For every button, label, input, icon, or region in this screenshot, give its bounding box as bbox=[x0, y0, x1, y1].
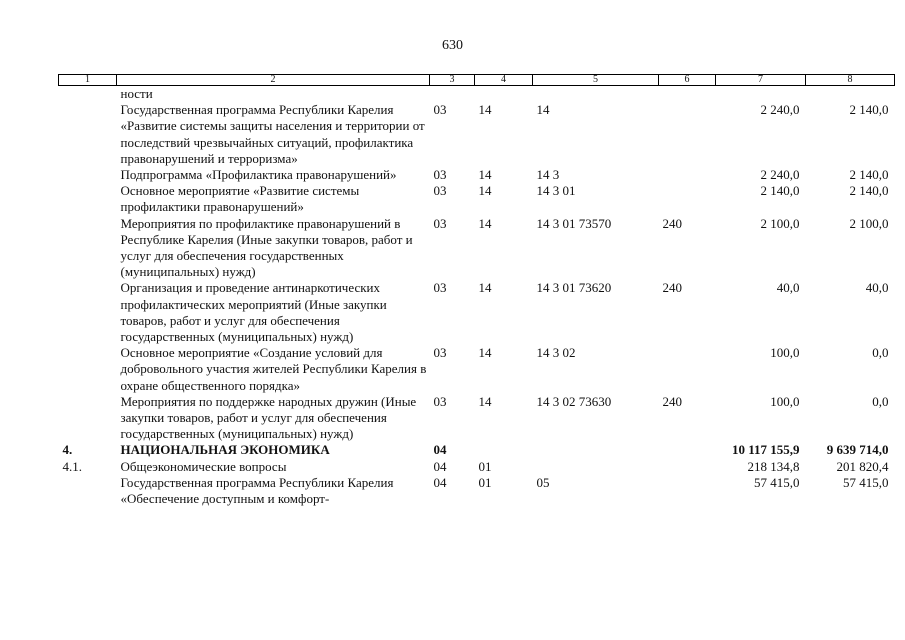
section-code: 03 bbox=[433, 167, 447, 183]
expense-type-code bbox=[659, 475, 716, 507]
row-number: 4.1. bbox=[62, 458, 82, 474]
row-number: 4. bbox=[62, 442, 73, 458]
amount-year-2: 2 100,0 bbox=[849, 215, 889, 231]
column-header-3: 3 bbox=[430, 75, 475, 86]
target-article-code: 14 3 bbox=[536, 167, 560, 183]
item-name: ности bbox=[120, 86, 153, 101]
item-name: Государственная программа Республики Карелия «Обеспечение доступным и комфорт- bbox=[120, 474, 394, 507]
item-name: Мероприятия по поддержке народных дружин (Иные закупки товаров, работ и услуг для обеспечения государственных (муниципальных) нужд) bbox=[120, 393, 417, 442]
item-name: Основное мероприятие «Создание условий для добровольного участия жителей Республики Карелия в охране общественного порядка» bbox=[120, 345, 427, 393]
amount-year-1: 218 134,8 bbox=[747, 458, 800, 474]
section-code: 03 bbox=[433, 345, 447, 361]
table-row bbox=[59, 102, 895, 167]
subsection-code: 14 bbox=[478, 280, 492, 296]
amount-year-1: 100,0 bbox=[770, 345, 800, 361]
item-name: Организация и проведение антинаркотических профилактических мероприятий (Иные закупки товаров, работ и услуг для обеспечения государственных (муниципальных) нужд) bbox=[120, 280, 387, 345]
table-row bbox=[59, 167, 895, 183]
amount-year-1 bbox=[716, 86, 806, 103]
subsection-code bbox=[475, 86, 533, 103]
row-number bbox=[59, 280, 117, 345]
page-number: 630 bbox=[442, 38, 463, 53]
table-row bbox=[59, 280, 895, 345]
expense-type-code bbox=[659, 102, 716, 167]
table-row bbox=[59, 442, 895, 458]
subsection-code: 14 bbox=[478, 393, 492, 409]
section-code: 03 bbox=[433, 102, 447, 118]
row-number bbox=[59, 183, 117, 215]
row-number bbox=[59, 394, 117, 443]
row-number bbox=[59, 345, 117, 394]
table-row bbox=[59, 216, 895, 281]
table-row bbox=[59, 475, 895, 507]
section-code: 03 bbox=[433, 215, 447, 231]
target-article-code: 14 3 02 73630 bbox=[536, 393, 612, 409]
amount-year-2: 40,0 bbox=[865, 280, 889, 296]
table-row bbox=[59, 345, 895, 394]
item-name: Общеэкономические вопросы bbox=[120, 458, 287, 474]
column-header-7: 7 bbox=[716, 75, 806, 86]
expense-type-code bbox=[659, 183, 716, 215]
amount-year-1: 57 415,0 bbox=[754, 474, 800, 490]
target-article-code: 14 bbox=[536, 102, 550, 118]
column-header-6: 6 bbox=[659, 75, 716, 86]
subsection-code: 14 bbox=[478, 215, 492, 231]
expense-type-code bbox=[659, 86, 716, 103]
target-article-code: 14 3 01 bbox=[536, 183, 576, 199]
amount-year-2: 0,0 bbox=[872, 393, 889, 409]
amount-year-2 bbox=[806, 86, 895, 103]
target-article-code: 14 3 01 73620 bbox=[536, 280, 612, 296]
section-code: 03 bbox=[433, 183, 447, 199]
expense-type-code bbox=[659, 167, 716, 183]
row-number bbox=[59, 475, 117, 507]
amount-year-2: 2 140,0 bbox=[849, 167, 889, 183]
table-row bbox=[59, 86, 895, 103]
expense-type-code bbox=[659, 442, 716, 458]
table-row bbox=[59, 394, 895, 443]
column-header-5: 5 bbox=[533, 75, 659, 86]
column-number-header-row bbox=[59, 75, 895, 86]
target-article-code bbox=[533, 442, 659, 458]
column-header-2: 2 bbox=[117, 75, 430, 86]
section-code bbox=[430, 86, 475, 103]
amount-year-1: 100,0 bbox=[770, 393, 800, 409]
column-header-1: 1 bbox=[59, 75, 117, 86]
budget-table bbox=[58, 74, 895, 507]
column-header-8: 8 bbox=[806, 75, 895, 86]
item-name: НАЦИОНАЛЬНАЯ ЭКОНОМИКА bbox=[120, 442, 330, 458]
row-number bbox=[59, 167, 117, 183]
amount-year-1: 2 100,0 bbox=[760, 215, 800, 231]
amount-year-2: 9 639 714,0 bbox=[826, 442, 889, 458]
item-name: Государственная программа Республики Карелия «Развитие системы защиты населения и территории от последствий чрезвычайных ситуаций, профилактика правонарушений и терроризма» bbox=[120, 102, 425, 166]
amount-year-2: 2 140,0 bbox=[849, 183, 889, 199]
section-code: 04 bbox=[433, 442, 447, 458]
table-row bbox=[59, 183, 895, 215]
subsection-code bbox=[475, 442, 533, 458]
item-name: Основное мероприятие «Развитие системы профилактики правонарушений» bbox=[120, 183, 360, 215]
amount-year-1: 2 140,0 bbox=[760, 183, 800, 199]
expense-type-code: 240 bbox=[662, 393, 682, 409]
amount-year-2: 57 415,0 bbox=[843, 474, 889, 490]
target-article-code: 14 3 02 bbox=[536, 345, 576, 361]
section-code: 03 bbox=[433, 280, 447, 296]
item-name: Подпрограмма «Профилактика правонарушений» bbox=[120, 167, 397, 183]
section-code: 03 bbox=[433, 393, 447, 409]
section-code: 04 bbox=[433, 458, 447, 474]
subsection-code: 14 bbox=[478, 102, 492, 118]
row-number bbox=[59, 86, 117, 103]
amount-year-1: 2 240,0 bbox=[760, 167, 800, 183]
row-number bbox=[59, 102, 117, 167]
target-article-code: 14 3 01 73570 bbox=[536, 215, 612, 231]
subsection-code: 14 bbox=[478, 167, 492, 183]
subsection-code: 01 bbox=[478, 458, 492, 474]
amount-year-2: 0,0 bbox=[872, 345, 889, 361]
section-code: 04 bbox=[433, 474, 447, 490]
amount-year-1: 40,0 bbox=[776, 280, 800, 296]
expense-type-code bbox=[659, 345, 716, 394]
expense-type-code bbox=[659, 459, 716, 475]
target-article-code bbox=[533, 86, 659, 103]
subsection-code: 14 bbox=[478, 183, 492, 199]
amount-year-2: 2 140,0 bbox=[849, 102, 889, 118]
amount-year-1: 10 117 155,9 bbox=[731, 442, 800, 458]
column-header-4: 4 bbox=[475, 75, 533, 86]
target-article-code: 05 bbox=[536, 474, 550, 490]
item-name: Мероприятия по профилактике правонарушений в Республике Карелия (Иные закупки товаров, работ и услуг для обеспечения государственных (муниципальных) нужд) bbox=[120, 215, 413, 280]
table-row bbox=[59, 459, 895, 475]
amount-year-2: 201 820,4 bbox=[836, 458, 889, 474]
amount-year-1: 2 240,0 bbox=[760, 102, 800, 118]
row-number bbox=[59, 216, 117, 281]
target-article-code bbox=[533, 459, 659, 475]
subsection-code: 14 bbox=[478, 345, 492, 361]
expense-type-code: 240 bbox=[662, 280, 682, 296]
expense-type-code: 240 bbox=[662, 215, 682, 231]
subsection-code: 01 bbox=[478, 474, 492, 490]
